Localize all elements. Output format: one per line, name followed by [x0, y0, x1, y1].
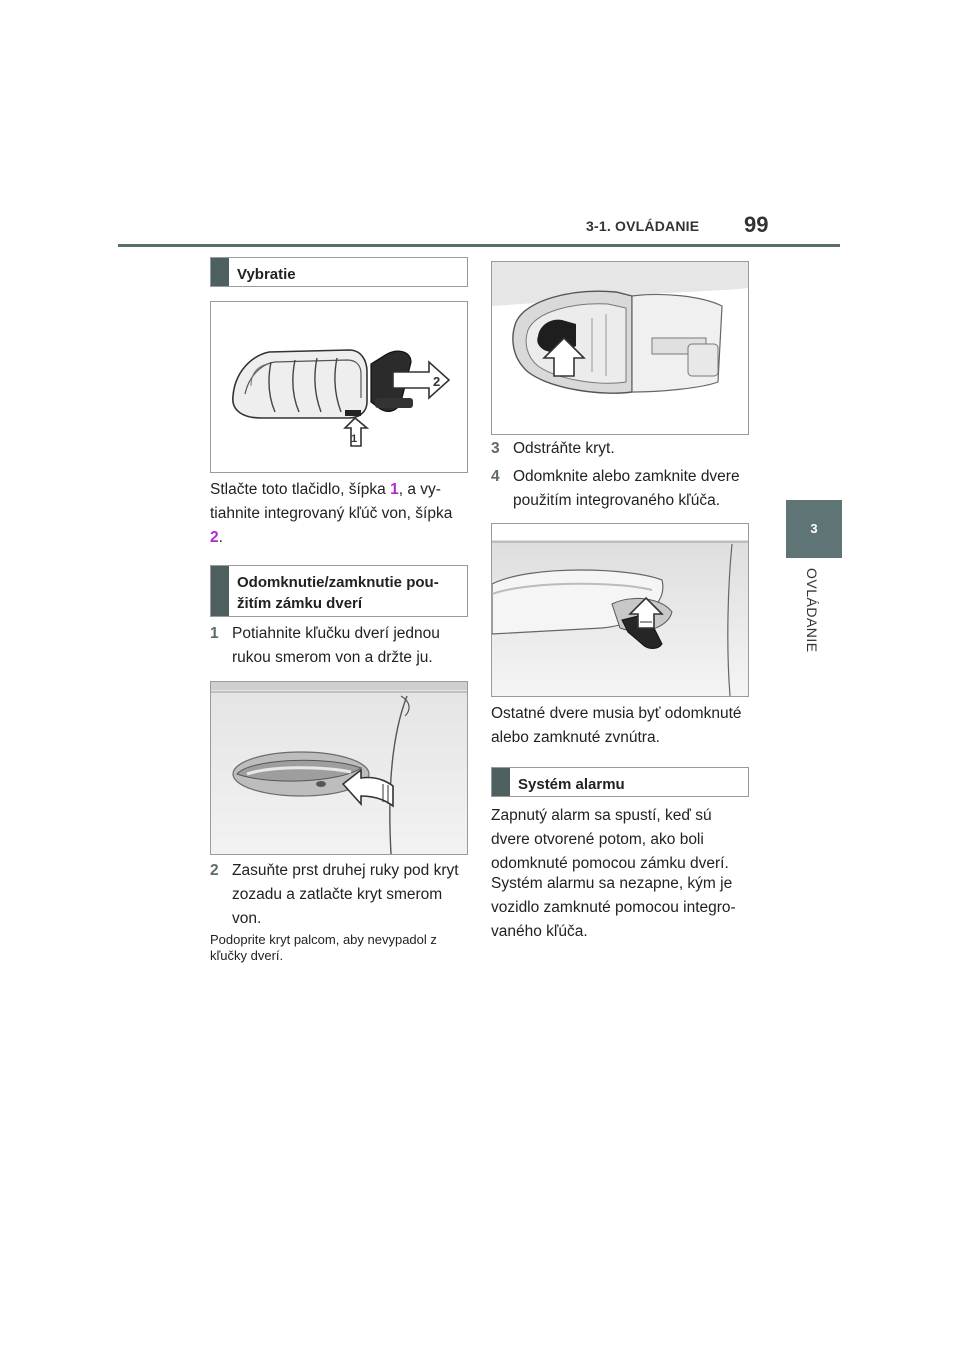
figure-key-fob — [210, 301, 468, 473]
figure-door-handle — [210, 681, 468, 855]
key-fob-illustration — [211, 302, 467, 472]
page-number: 99 — [744, 212, 769, 237]
heading-bar — [211, 258, 229, 286]
key-in-lock-illustration — [492, 524, 748, 696]
step-4 — [491, 465, 753, 513]
step-3 — [491, 437, 749, 461]
heading-text: Systém alarmu — [518, 776, 625, 793]
text-before: Stlačte toto tlačidlo, šípka — [210, 481, 391, 498]
header-section-title: 3-1. OVLÁDANIE — [586, 218, 700, 234]
step-2 — [210, 859, 468, 931]
note-support-cover: Podoprite kryt palcom, aby nevypadol z kľučky dverí. — [210, 932, 437, 963]
heading-vybratie — [210, 257, 468, 287]
chapter-tab: 3 — [786, 500, 842, 558]
step-number: 3 — [491, 440, 500, 457]
cover-removed-illustration — [492, 262, 748, 434]
figure-key-in-lock — [491, 523, 749, 697]
text-middle: , a vytiahnite integrovaný kľúč von, šípka — [210, 481, 453, 522]
paragraph-vybratie — [210, 478, 468, 550]
figure-cover-removed — [491, 261, 749, 435]
heading-odomknutie — [210, 565, 468, 617]
marker-2: 2 — [210, 529, 219, 546]
heading-bar — [211, 566, 229, 616]
text-after: . — [218, 529, 223, 546]
door-handle-illustration — [211, 682, 467, 854]
step-number: 1 — [210, 625, 219, 642]
paragraph-alarm-2: Systém alarmu sa nezapne, kým je vozidlo zamknuté pomocou integrovaného kľúča. — [491, 875, 736, 940]
step-1 — [210, 622, 468, 670]
step-number: 2 — [210, 862, 219, 879]
step-text: Zasuňte prst druhej ruky pod kryt zozadu a zatlačte kryt smerom von. — [232, 862, 459, 927]
step-text: Odomknite alebo zamknite dvere použitím integrovaného kľúča. — [513, 468, 740, 509]
heading-system-alarmu — [491, 767, 749, 797]
heading-text: Odomknutie/zamknutie použitím zámku dverí — [237, 574, 439, 612]
heading-text: Vybratie — [237, 266, 296, 283]
step-number: 4 — [491, 468, 500, 485]
paragraph-other-doors: Ostatné dvere musia byť odomknuté alebo zamknuté zvnútra. — [491, 705, 742, 746]
step-text: Odstráňte kryt. — [513, 440, 615, 457]
step-text: Potiahnite kľučku dverí jednou rukou smerom von a držte ju. — [232, 625, 440, 666]
heading-bar — [492, 768, 510, 796]
arrow-2-label: 2 — [433, 374, 441, 389]
chapter-label: OVLÁDANIE — [804, 568, 820, 653]
marker-1: 1 — [390, 481, 399, 498]
arrow-1-label: 1 — [351, 433, 358, 445]
header-divider — [118, 244, 840, 247]
paragraph-alarm-1: Zapnutý alarm sa spustí, keď sú dvere otvorené potom, ako boli odomknuté pomocou zámku dverí. — [491, 807, 729, 872]
